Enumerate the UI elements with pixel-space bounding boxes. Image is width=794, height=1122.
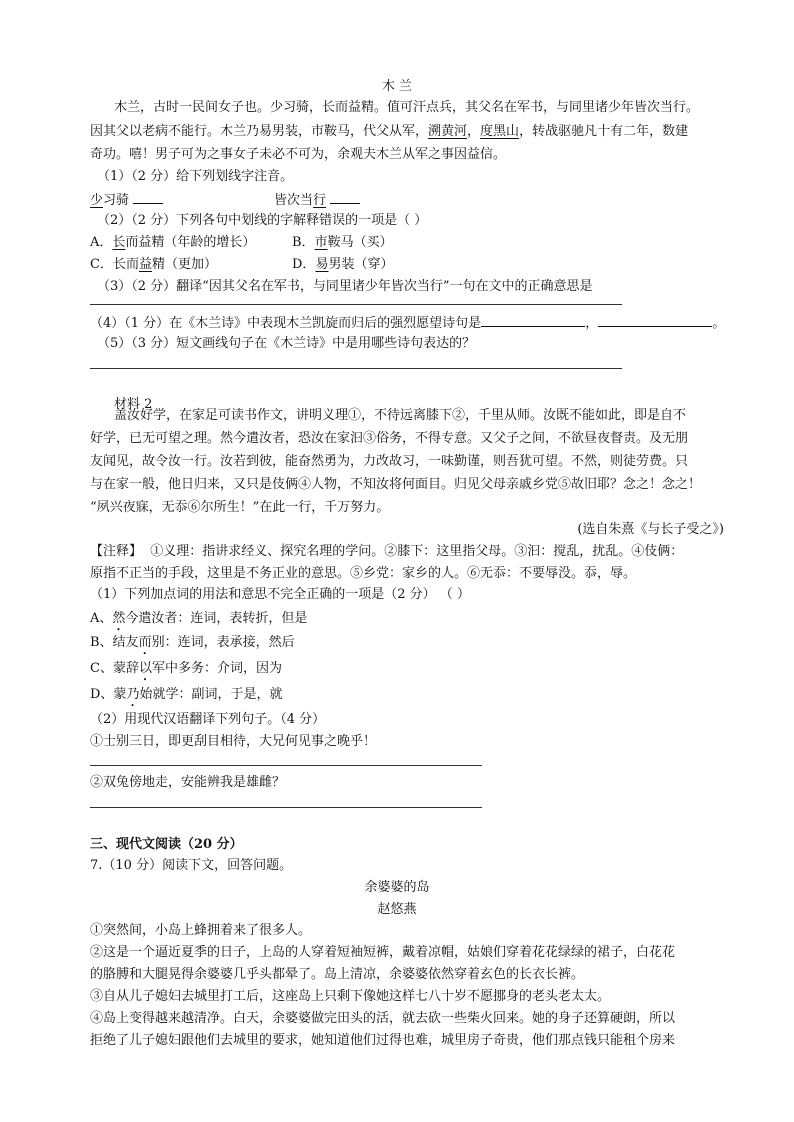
- material2-option-d: [90, 686, 282, 710]
- material2-option-c: [90, 660, 282, 684]
- answer-blank[interactable]: [598, 313, 712, 327]
- answer-blank[interactable]: [133, 190, 163, 204]
- story-paragraph-2-line-2: 的胳膊和大腿晃得余婆婆几乎头都晕了。岛上清凉，余婆婆依然穿着玄色的长衣长裤。: [90, 967, 585, 982]
- dotted-char: 而: [138, 635, 152, 650]
- text-span: B、结友: [90, 635, 139, 650]
- text-span: 军中多务：介词，因为: [151, 661, 282, 676]
- underlined-char: 易: [315, 257, 329, 272]
- material2-line-2: 好学，已无可望之理。然今遣汝者，恐汝在家汩③俗务，不得专意。又父子之间，不欲昼夜督责。及无朋: [90, 431, 689, 446]
- answer-blank[interactable]: [330, 190, 360, 204]
- text-span: C、蒙辞: [90, 661, 139, 676]
- mulan-q2-option-b: [292, 234, 393, 252]
- underlined-char: 益: [138, 257, 152, 272]
- material2-note-line-2: 原指不正当的手段，这里是不务正业的意思。⑤乡党：家乡的人。⑥无忝：不要辱没。忝，辱。: [90, 566, 637, 581]
- story-author: 赵悠燕: [377, 902, 417, 917]
- text-span: A、: [90, 611, 113, 626]
- answer-line[interactable]: [90, 304, 622, 305]
- text-span: 鞍马（买）: [327, 235, 393, 250]
- dotted-char: 以: [138, 661, 152, 676]
- mulan-q2-option-a: [90, 234, 255, 252]
- text-span: 别：连词，表承接，然后: [151, 635, 295, 650]
- text-span: D．: [292, 257, 316, 272]
- text-span: 皆次当: [274, 193, 314, 208]
- mulan-q1-item-a: [90, 190, 163, 210]
- story-title: 余婆婆的岛: [364, 880, 430, 895]
- text-span: 。: [712, 316, 726, 331]
- story-paragraph-4-line-2: 拒绝了儿子媳妇跟他们去城里的要求，她知道他们过得也难，城里房子奇贵，他们那点钱只能租个房来: [90, 1033, 676, 1048]
- mulan-question-3: （3）（2 分）翻译“因其父名在军书，与同里诸少年皆次当行”一句在文中的正确意思是: [97, 279, 593, 294]
- mulan-q2-option-c: [90, 256, 217, 274]
- mulan-paragraph-line-2: [90, 123, 688, 141]
- answer-line[interactable]: [90, 807, 482, 808]
- story-paragraph-2-line-1: ②这是一个逼近夏季的日子，上岛的人穿着短袖短裤，戴着凉帽，姑娘们穿着花花绿绿的裙子，白花花: [90, 945, 676, 960]
- material2-option-b: [90, 634, 295, 658]
- material2-line-5: “夙兴夜寐，无忝⑥尔所生！”在此一行，千万努力。: [90, 500, 390, 515]
- material2-line-4: 与在家一般，他日归来，又只是伎俩④人物，不知汝将何面目。归见父母亲戚乡党⑤故旧耶？念之！念之！: [90, 477, 702, 492]
- answer-blank[interactable]: [481, 313, 585, 327]
- section3-question-7: 7.（10 分）阅读下文，回答问题。: [90, 858, 293, 873]
- text-span: 男装（穿）: [328, 257, 394, 272]
- answer-line[interactable]: [90, 765, 482, 766]
- material2-question-1: （1）下列加点词的用法和意思不完全正确的一项是（2 分） （ ）: [90, 587, 470, 602]
- mulan-paragraph-line-1: 木兰，古时一民间女子也。少习骑，长而益精。值可汗点兵，其父名在军书，与同里诸少年皆次当行。: [114, 100, 700, 115]
- text-span: 精（更加）: [151, 257, 217, 272]
- text-span: D、蒙: [90, 687, 127, 702]
- text-span: ①义理：指讲求经义、探究名理的学问。②膝下：这里指父母。③汩：搅乱，扰乱。④伎俩：: [150, 544, 684, 559]
- underlined-char: 少: [90, 193, 104, 208]
- mulan-title: 木 兰: [381, 79, 413, 94]
- text-span: 今遣汝者：连词，表转折，但是: [125, 611, 308, 626]
- text-span: C．长而: [90, 257, 139, 272]
- material2-question-2: （2）用现代汉语翻译下列句子。（4 分）: [90, 712, 326, 727]
- text-span: 习骑: [103, 193, 130, 208]
- text-span: B．: [292, 235, 315, 250]
- dotted-char: 乃: [126, 687, 140, 702]
- story-paragraph-3: ③自从儿子媳妇去城里打工后，这座岛上只剩下像她这样七八十岁不愿挪身的老头老太太。: [90, 989, 611, 1004]
- mulan-q2-option-d: [292, 256, 393, 274]
- note-label: 【注释】: [90, 544, 143, 559]
- material2-label: 材料 2: [114, 397, 153, 412]
- material2-sentence-2: ②双兔傍地走，安能辨我是雄雌？: [90, 775, 286, 790]
- underlined-char: 行: [313, 193, 327, 208]
- story-paragraph-1: ①突然间，小岛上蜂拥着来了很多人。: [90, 923, 312, 938]
- text-span: ，: [467, 124, 481, 139]
- material2-line-1: 盖汝好学，在家足可读书作文，讲明义理①，不待远离膝下②，千里从师。汝既不能如此，即是自不: [114, 408, 687, 423]
- material2-option-a: [90, 610, 307, 634]
- section3-heading: 三、现代文阅读（20 分）: [90, 837, 243, 852]
- material2-source: (选自朱熹《与长子受之》): [577, 522, 724, 537]
- material2-note-line-1: [90, 543, 683, 561]
- underlined-phrase: 度黑山: [480, 124, 520, 139]
- mulan-q1-item-b: [274, 190, 360, 210]
- mulan-question-2: （2）（2 分）下列各句中划线的字解释错误的一项是（ ）: [97, 213, 428, 228]
- mulan-question-1: （1）（2 分）给下列划线字注音。: [97, 169, 294, 184]
- mulan-question-5: （5）（3 分）短文画线句子在《木兰诗》中是用哪些诗句表达的？: [97, 336, 476, 351]
- text-span: 而益精（年龄的增长）: [125, 235, 256, 250]
- dotted-char: 然: [112, 611, 126, 626]
- text-span: 始就学：副词，于是，就: [139, 687, 283, 702]
- story-paragraph-4-line-1: ④岛上变得越来越清净。白天，余婆婆做完田头的活，就去砍一些柴火回来。她的身子还算硬朗，所以: [90, 1011, 676, 1026]
- mulan-paragraph-line-3: 奇功。嘻！男子可为之事女子未必不可为，余观夫木兰从军之事因益信。: [90, 147, 507, 162]
- mulan-question-4: [90, 313, 725, 333]
- underlined-char: 市: [314, 235, 328, 250]
- text-span: ，转战驱驰凡十有二年，数建: [519, 124, 689, 139]
- underlined-phrase: 溯黄河: [428, 124, 468, 139]
- text-span: 因其父以老病不能行。木兰乃易男装，市鞍马，代父从军，: [90, 124, 429, 139]
- material2-sentence-1: ①士别三日，即更刮目相待，大兄何见事之晚乎！: [90, 734, 377, 749]
- answer-line[interactable]: [90, 368, 622, 369]
- text-span: ，: [585, 316, 599, 331]
- material2-line-3: 友闻见，故令汝一行。汝若到彼，能奋然勇为，力改故习，一味勤谨，则吾犹可望。不然，则徒劳费。只: [90, 454, 689, 469]
- text-span: A．: [90, 235, 113, 250]
- underlined-char: 长: [112, 235, 126, 250]
- text-span: （4）（1 分）在《木兰诗》中表现木兰凯旋而归后的强烈愿望诗句是: [90, 316, 482, 331]
